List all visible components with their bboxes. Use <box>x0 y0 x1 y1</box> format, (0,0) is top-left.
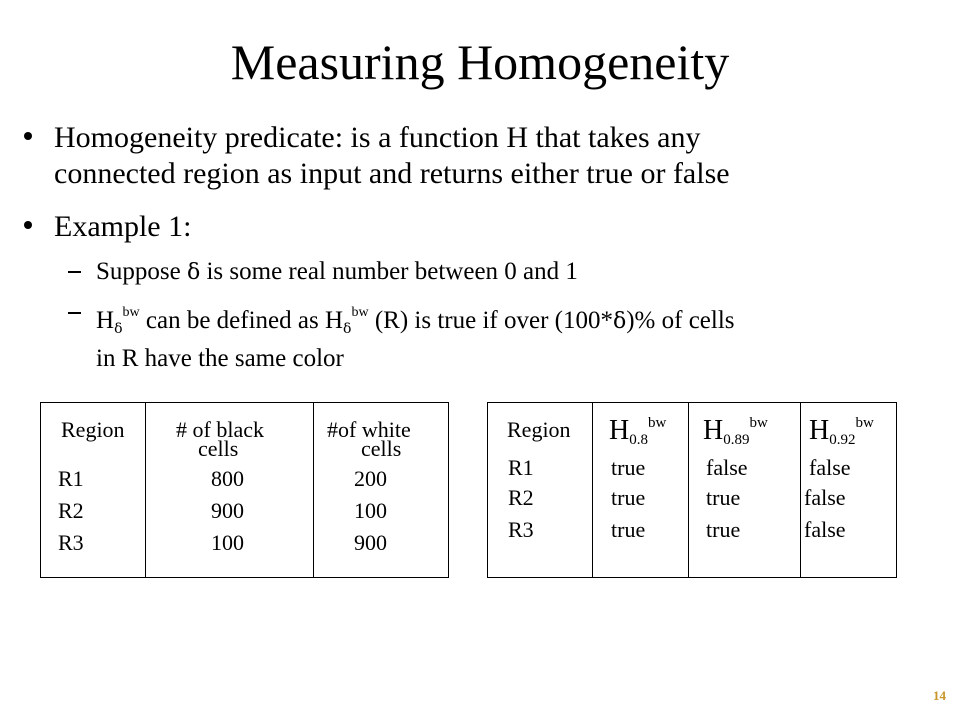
sub-bullet-definition <box>96 298 936 374</box>
sub-line <box>96 298 936 344</box>
delta-subscript: δ <box>114 321 123 337</box>
table-cell: 100 <box>211 530 244 555</box>
header-black-cells: cells <box>198 436 239 461</box>
header-black: # of black <box>176 417 264 442</box>
sub-text: Suppose <box>96 258 187 285</box>
header-region: Region <box>507 417 571 442</box>
table-cell: false <box>809 455 851 480</box>
sub-bullet-suppose <box>96 257 936 288</box>
table-cell: true <box>611 455 646 480</box>
table-cell: R1 <box>58 466 84 491</box>
h-symbol: H <box>96 307 115 334</box>
h-subscript: 0.89 <box>723 432 750 448</box>
table-cell: R3 <box>508 517 534 542</box>
table-cell: 900 <box>354 530 387 555</box>
table-cell: false <box>706 455 748 480</box>
h-symbol: H <box>609 415 630 446</box>
sub-text: (R) is true if over (100* <box>368 307 613 334</box>
table-cell: 800 <box>211 466 244 491</box>
h-subscript: 0.8 <box>629 432 648 448</box>
header-h-0-8 <box>609 409 666 455</box>
table-cell: true <box>611 485 646 510</box>
h-symbol: H <box>703 415 724 446</box>
table-cell: false <box>804 485 846 510</box>
bullet-line: connected region as input and returns either true or false <box>54 157 730 190</box>
h-subscript: 0.92 <box>829 432 856 448</box>
h-superscript: bw <box>647 415 667 431</box>
table-cell: 200 <box>354 466 387 491</box>
bullet-dot-icon <box>24 221 32 229</box>
table-cell: 900 <box>211 498 244 523</box>
header-h-0-89 <box>703 409 768 455</box>
column-divider <box>313 403 314 577</box>
h-superscript: bw <box>855 415 874 431</box>
bw-superscript: bw <box>351 305 369 320</box>
column-divider <box>688 403 689 577</box>
sub-text: is some real number between 0 and 1 <box>200 258 578 285</box>
h-symbol: H <box>809 415 830 446</box>
table-cell: R2 <box>508 485 534 510</box>
bullet-dot-icon <box>24 132 32 140</box>
table-cell: R3 <box>58 530 84 555</box>
page-number: 14 <box>933 688 946 703</box>
table-cell: R2 <box>58 498 84 523</box>
bullet-line: Homogeneity predicate: is a function H that takes any <box>54 121 701 154</box>
dash-icon <box>68 312 81 314</box>
sub-text: can be defined as H <box>139 307 344 334</box>
sub-text: )% of cells <box>626 307 735 334</box>
table-cell: false <box>804 517 846 542</box>
delta-symbol: δ <box>612 309 627 334</box>
header-white-cells: cells <box>361 436 402 461</box>
header-h-0-92 <box>809 409 874 455</box>
delta-symbol: δ <box>186 260 201 285</box>
table-cell: true <box>706 485 741 510</box>
header-white: #of white <box>327 417 411 442</box>
dash-icon <box>68 271 81 273</box>
counts-table <box>40 402 449 578</box>
predicate-table <box>487 402 897 578</box>
bw-superscript: bw <box>122 305 140 320</box>
table-cell: 100 <box>354 498 387 523</box>
table-cell: R1 <box>508 455 534 480</box>
bullet-example <box>54 209 934 245</box>
h-superscript: bw <box>749 415 768 431</box>
column-divider <box>800 403 801 577</box>
table-cell: true <box>706 517 741 542</box>
sub-line: in R have the same color <box>96 345 344 372</box>
column-divider <box>592 403 593 577</box>
header-region: Region <box>61 417 125 442</box>
delta-subscript: δ <box>343 321 352 337</box>
slide-title: Measuring Homogeneity <box>230 34 730 90</box>
column-divider <box>145 403 146 577</box>
bullet-line: Example 1: <box>54 210 192 243</box>
bullet-homogeneity-predicate <box>54 120 934 192</box>
table-cell: true <box>611 517 646 542</box>
